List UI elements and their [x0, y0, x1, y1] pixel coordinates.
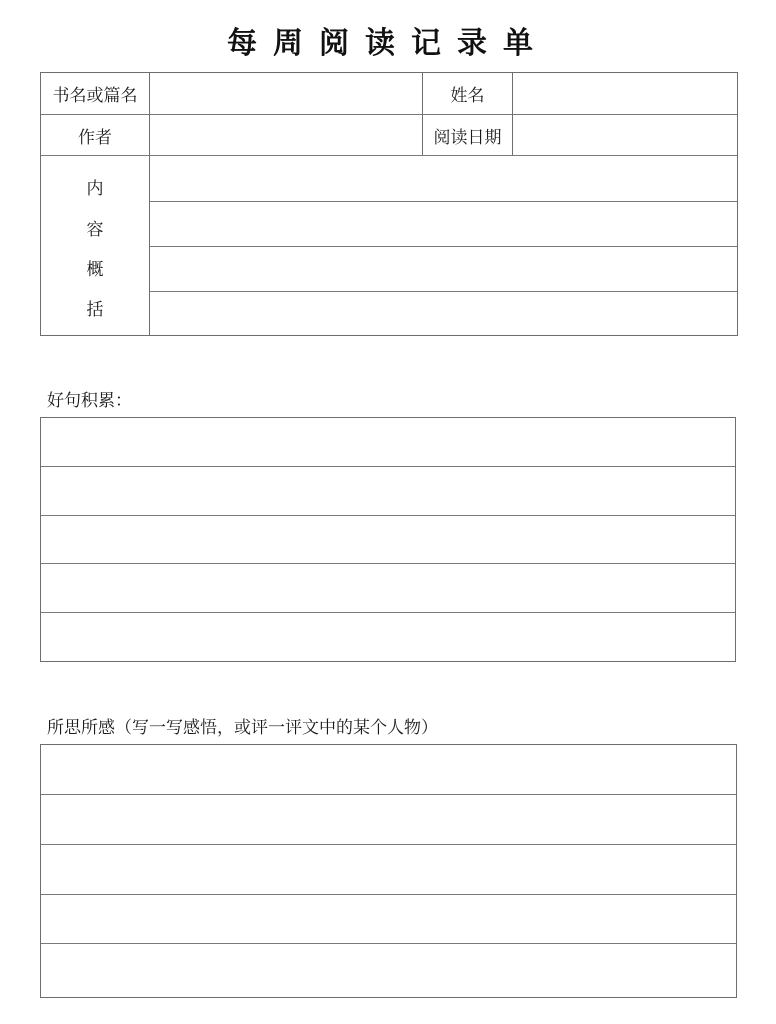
reflection-line-field[interactable]: [41, 895, 736, 943]
book-title-field[interactable]: [150, 73, 422, 114]
reflections-label: 所思所感（写一写感悟，或评一评文中的某个人物）: [47, 718, 438, 738]
good-sentence-line-field[interactable]: [41, 516, 735, 563]
summary-label-char: 概: [86, 260, 104, 280]
reflections-table: [40, 744, 737, 998]
summary-line-field[interactable]: [150, 202, 737, 246]
author-field[interactable]: [150, 115, 422, 155]
author-label: 作者: [78, 127, 112, 148]
good-sentence-line-field[interactable]: [41, 467, 735, 515]
name-field[interactable]: [513, 73, 737, 114]
good-sentences-table: [40, 417, 736, 662]
good-sentence-line-field[interactable]: [41, 564, 735, 612]
info-table: [40, 72, 738, 336]
summary-line-field[interactable]: [150, 292, 737, 335]
summary-line-field[interactable]: [150, 156, 737, 201]
summary-label-char: 内: [86, 179, 104, 199]
reflection-line-field[interactable]: [41, 795, 736, 844]
reflection-line-field[interactable]: [41, 944, 736, 997]
reflection-line-field[interactable]: [41, 745, 736, 794]
name-label: 姓名: [450, 86, 485, 106]
book-title-label: 书名或篇名: [52, 86, 138, 106]
good-sentence-line-field[interactable]: [41, 613, 735, 661]
good-sentences-label: 好句积累：: [47, 391, 132, 411]
summary-line-field[interactable]: [150, 247, 737, 291]
summary-label-char: 容: [86, 220, 104, 240]
summary-label-char: 括: [86, 300, 104, 320]
reflection-line-field[interactable]: [41, 845, 736, 894]
good-sentence-line-field[interactable]: [41, 418, 735, 466]
page-title: 每周阅读记录单: [227, 26, 549, 61]
reading-date-label: 阅读日期: [433, 127, 502, 148]
reading-date-field[interactable]: [513, 115, 737, 155]
